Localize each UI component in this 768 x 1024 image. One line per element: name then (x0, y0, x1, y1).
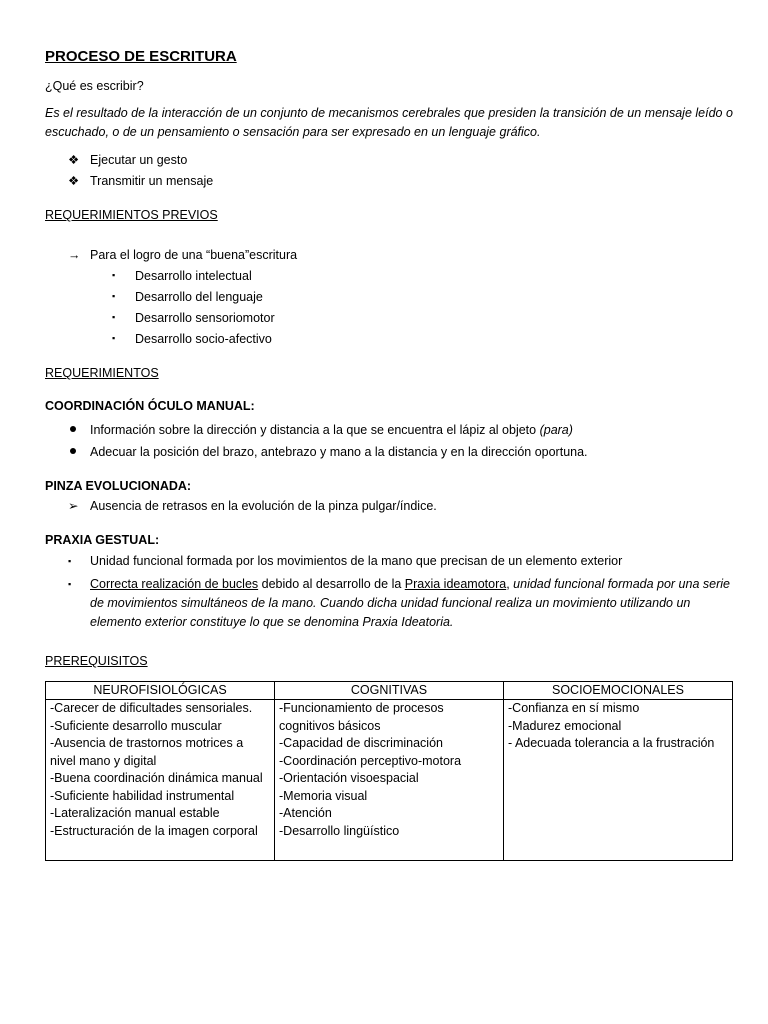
list-item: ▪ Desarrollo intelectual (45, 266, 735, 287)
list-item: Información sobre la dirección y distancia a la que se encuentra el lápiz al objeto (para) (45, 419, 735, 441)
list-item: ❖ Transmitir un mensaje (45, 171, 735, 192)
arrow-right-icon: → (68, 248, 81, 262)
coordinacion-list (45, 419, 735, 463)
pinza-list (45, 496, 735, 517)
praxia-list (45, 552, 735, 632)
square-bullet-icon: ▪ (112, 270, 116, 280)
list-item: ▪ Unidad funcional formada por los movimientos de la mano que precisan de un elemento exterior (45, 552, 735, 571)
square-bullet-icon: ▪ (68, 579, 72, 589)
list-item: ▪ Correcta realización de bucles debido al desarrollo de la Praxia ideamotora, unidad funcional formada por una serie de movimientos simultáneos de la mano. Cuando dicha unidad funcional realiza un movimiento utilizando un elemento exterior constituye lo que se denomina Praxia Ideatoria. (68, 577, 730, 629)
round-bullet-icon (70, 448, 76, 454)
diamond-bullet-icon: ❖ (68, 153, 80, 167)
square-bullet-icon: ▪ (68, 556, 72, 566)
section-heading-requerimientos: REQUERIMIENTOS (45, 366, 159, 380)
list-item: ➢ Ausencia de retrasos en la evolución de la pinza pulgar/índice. (45, 496, 735, 517)
prev-items-list (45, 266, 735, 350)
table-header-cell: COGNITIVAS (275, 682, 504, 700)
square-bullet-icon: ▪ (112, 312, 116, 322)
prev-intro-list (45, 245, 735, 266)
square-bullet-icon: ▪ (112, 291, 116, 301)
cognitivas-cell: -Funcionamiento de procesos cognitivos básicos -Capacidad de discriminación -Coordinación perceptivo-motora -Orientación visoespacial -Memoria visual -Atención -Desarrollo lingüístico (275, 700, 504, 861)
section-heading-prerequisitos: PREREQUISITOS (45, 654, 148, 668)
table-row (46, 700, 733, 861)
list-item: ▪ Desarrollo sensoriomotor (45, 308, 735, 329)
square-bullet-icon: ▪ (112, 333, 116, 343)
pinza-heading: PINZA EVOLUCIONADA: (45, 479, 192, 493)
list-item: ▪ Desarrollo socio-afectivo (45, 329, 735, 350)
list-item: → Para el logro de una “buena”escritura (45, 245, 735, 266)
purpose-list (45, 150, 735, 192)
table-header-cell: NEUROFISIOLÓGICAS (46, 682, 275, 700)
prerequisites-table (45, 681, 733, 861)
socioemocionales-cell: -Confianza en sí mismo -Madurez emocional - Adecuada tolerancia a la frustración (504, 700, 733, 861)
neurofisiologicas-cell: -Carecer de dificultades sensoriales. -Suficiente desarrollo muscular -Ausencia de trastornos motrices a nivel mano y digital -Buena coordinación dinámica manual -Suficiente habilidad instrumental -Lateralización manual estable -Estructuración de la imagen corporal (46, 700, 275, 861)
round-bullet-icon (70, 426, 76, 432)
coordinacion-heading: COORDINACIÓN ÓCULO MANUAL: (45, 399, 255, 413)
section-heading-requerimientos-previos: REQUERIMIENTOS PREVIOS (45, 208, 218, 222)
list-item: ▪ Desarrollo del lenguaje (45, 287, 735, 308)
document-page (45, 48, 735, 861)
page-title: PROCESO DE ESCRITURA (45, 48, 237, 65)
diamond-bullet-icon: ❖ (68, 174, 80, 188)
table-header-cell: SOCIOEMOCIONALES (504, 682, 733, 700)
praxia-heading: PRAXIA GESTUAL: (45, 533, 160, 547)
definition-text: Es el resultado de la interacción de un conjunto de mecanismos cerebrales que presiden la transición de un mensaje leído o escuchado, o de un pensamiento o sensación para ser expresado en un lenguaje gráfico. (45, 106, 733, 139)
table-header-row (46, 682, 733, 700)
question-text: ¿Qué es escribir? (45, 79, 144, 93)
arrowhead-bullet-icon: ➢ (68, 499, 79, 513)
list-item: ❖ Ejecutar un gesto (45, 150, 735, 171)
list-item: Adecuar la posición del brazo, antebrazo y mano a la distancia y en la dirección oportuna. (45, 441, 735, 463)
